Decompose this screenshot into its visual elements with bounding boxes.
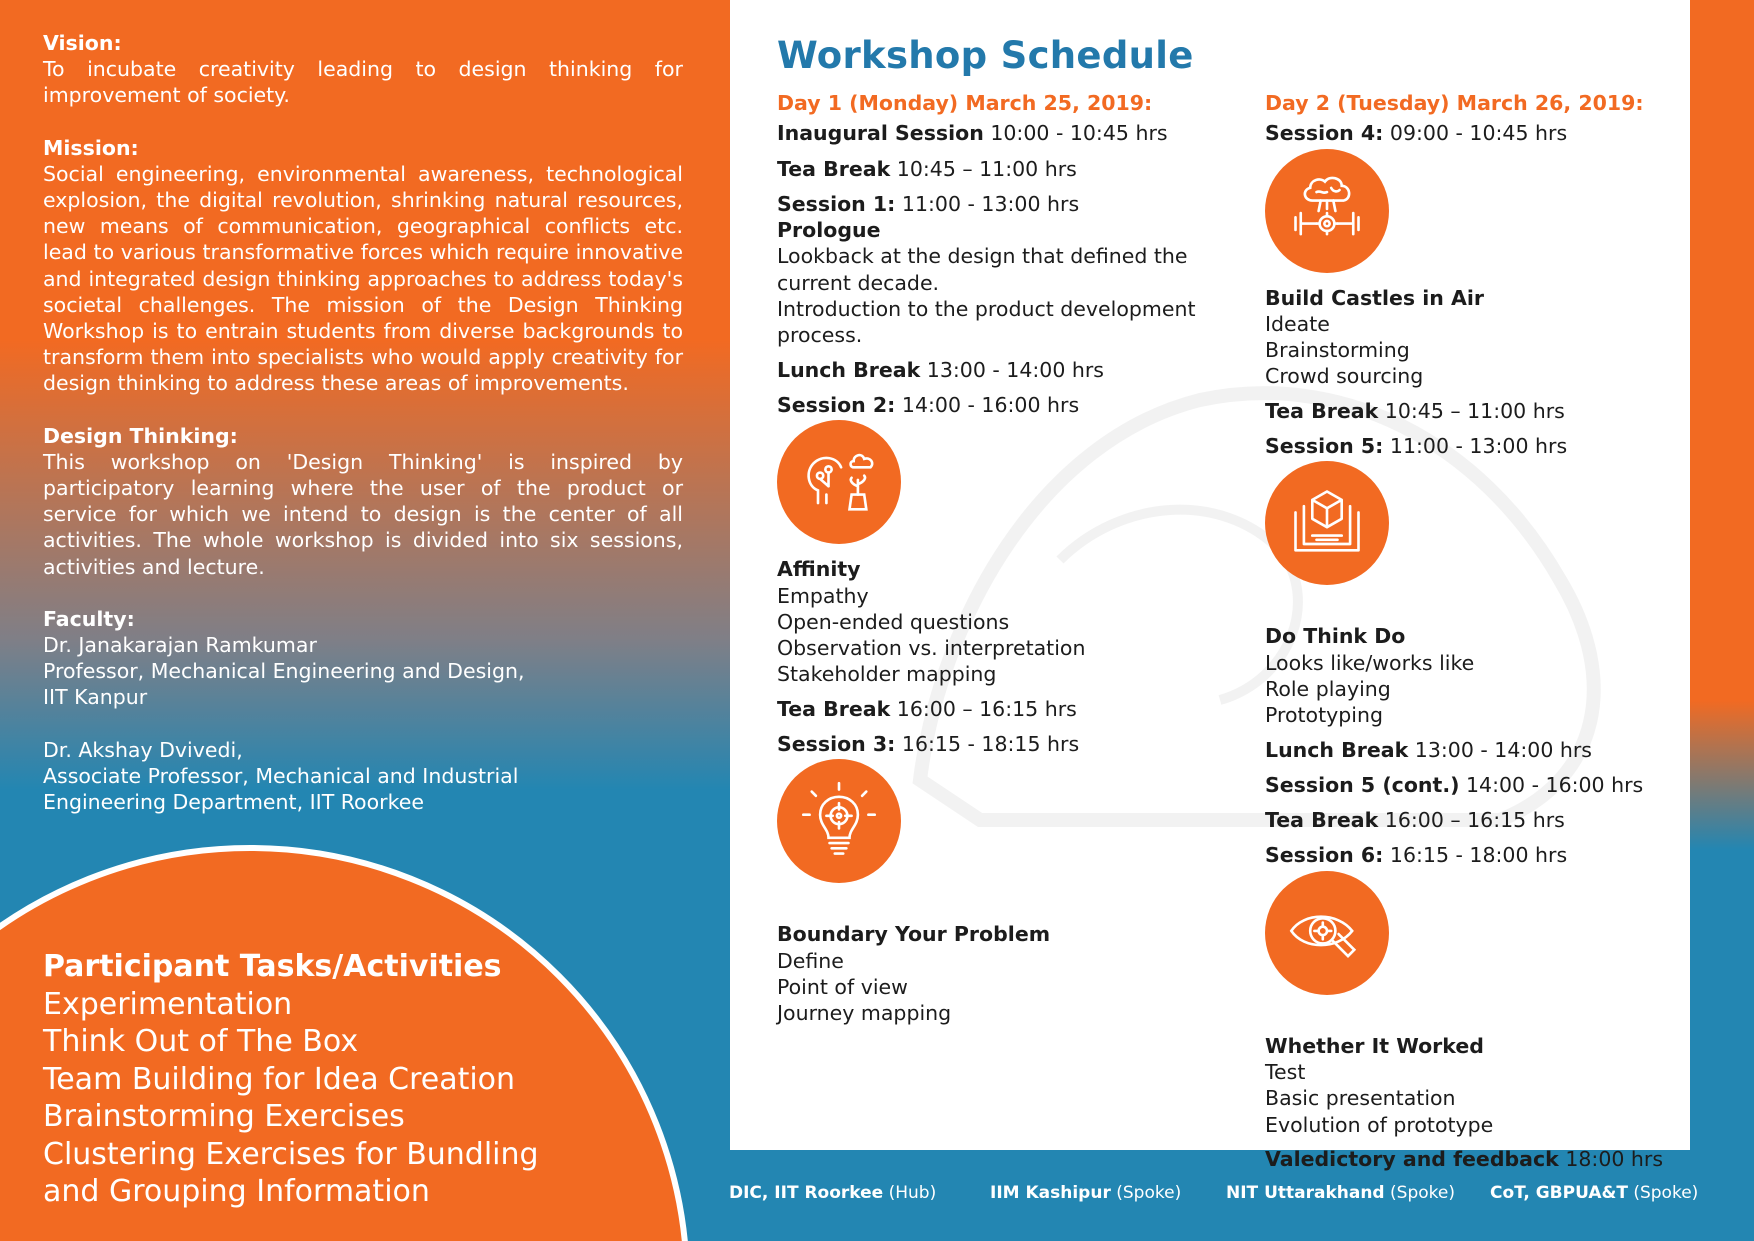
schedule-row: Valedictory and feedback 18:00 hrs	[1265, 1146, 1664, 1171]
mission-text: Social engineering, environmental awareness, technological explosion, the digital revolution, shrinking natural resources, new means of communication, geographical conflicts etc. lead to various transformative forces which require innovative and integrated design thinking approaches to address today's societal challenges. The mission of the Design Thinking Workshop is to entrain students from diverse backgrounds to transform them into specialists who would apply creativity for design thinking to address these areas of improvements.	[43, 161, 683, 396]
footer-partner: DIC, IIT Roorkee (Hub)	[729, 1183, 937, 1203]
task-item: and Grouping Information	[43, 1174, 430, 1209]
faculty-line: Engineering Department, IIT Roorkee	[43, 790, 424, 815]
prologue-block	[777, 217, 1217, 348]
task-item: Team Building for Idea Creation	[43, 1061, 516, 1097]
block-line: Looks like/works like	[1265, 650, 1475, 675]
lightbulb-target-icon	[777, 759, 901, 883]
design-thinking-text: This workshop on 'Design Thinking' is inspired by participatory learning where the user of the product or service for which we intend to design is the center of all activities. The whole workshop is divided into six sessions, activities and lecture.	[43, 449, 683, 579]
block-title: Do Think Do	[1265, 624, 1406, 649]
brain-gear-icon	[1265, 149, 1389, 273]
day1-heading: Day 1 (Monday) March 25, 2019:	[777, 91, 1153, 115]
schedule-row: Session 5 (cont.) 14:00 - 16:00 hrs	[1265, 772, 1644, 797]
schedule-row: Session 3: 16:15 - 18:15 hrs	[777, 732, 1080, 757]
schedule-row: Inaugural Session 10:00 - 10:45 hrs	[777, 121, 1168, 146]
day1-column	[777, 90, 1217, 1035]
block-title: Whether It Worked	[1265, 1033, 1484, 1058]
block-line: Test	[1265, 1060, 1306, 1085]
vision-text: To incubate creativity leading to design thinking for improvement of society.	[43, 57, 683, 108]
block-line: Introduction to the product development	[777, 297, 1196, 322]
block-line: Journey mapping	[777, 1001, 952, 1026]
whether-it-worked-block	[1265, 1033, 1705, 1138]
boundary-block	[777, 921, 1217, 1026]
schedule-row: Tea Break 10:45 – 11:00 hrs	[777, 156, 1077, 181]
vision-heading: Vision:	[43, 31, 122, 55]
block-line: Open-ended questions	[777, 609, 1010, 634]
workshop-schedule-title: Workshop Schedule	[777, 34, 1194, 77]
day2-column	[1265, 90, 1705, 1181]
mind-plant-icon	[777, 420, 901, 544]
left-column	[43, 30, 683, 815]
footer-partner: IIM Kashipur (Spoke)	[990, 1183, 1182, 1203]
block-title: Build Castles in Air	[1265, 285, 1484, 310]
block-line: Prototyping	[1265, 703, 1383, 728]
faculty-line: Professor, Mechanical Engineering and Design,	[43, 659, 525, 684]
block-line: current decade.	[777, 270, 940, 295]
block-line: Define	[777, 948, 844, 973]
participant-tasks	[43, 948, 539, 1211]
block-title: Prologue	[777, 218, 881, 243]
eye-magnifier-icon	[1265, 871, 1389, 995]
task-item: Think Out of The Box	[43, 1024, 359, 1059]
block-line: process.	[777, 323, 863, 348]
design-thinking-heading: Design Thinking:	[43, 423, 238, 448]
schedule-row: Tea Break 10:45 – 11:00 hrs	[1265, 398, 1565, 423]
block-line: Role playing	[1265, 676, 1391, 701]
mission-heading: Mission:	[43, 135, 139, 160]
schedule-row: Session 2: 14:00 - 16:00 hrs	[777, 392, 1080, 417]
task-item: Brainstorming Exercises	[43, 1099, 405, 1134]
block-line: Observation vs. interpretation	[777, 636, 1086, 661]
block-line: Basic presentation	[1265, 1086, 1456, 1111]
block-title: Affinity	[777, 557, 861, 582]
footer-partner: NIT Uttarakhand (Spoke)	[1226, 1183, 1455, 1203]
faculty-line: Dr. Akshay Dvivedi,	[43, 737, 243, 762]
task-item: Clustering Exercises for Bundling	[43, 1136, 539, 1172]
block-line: Brainstorming	[1265, 338, 1410, 363]
schedule-row: Tea Break 16:00 – 16:15 hrs	[1265, 808, 1565, 833]
day2-heading: Day 2 (Tuesday) March 26, 2019:	[1265, 91, 1644, 115]
tasks-title: Participant Tasks/Activities	[43, 949, 502, 984]
task-item: Experimentation	[43, 986, 293, 1022]
block-line: Evolution of prototype	[1265, 1112, 1494, 1137]
block-line: Ideate	[1265, 311, 1330, 336]
faculty-line: Associate Professor, Mechanical and Industrial	[43, 763, 519, 788]
cube-tablet-icon	[1265, 461, 1389, 585]
block-line: Crowd sourcing	[1265, 364, 1424, 389]
castles-block	[1265, 285, 1705, 390]
schedule-row: Session 4: 09:00 - 10:45 hrs	[1265, 121, 1568, 146]
do-think-do-block	[1265, 623, 1705, 728]
faculty-line: IIT Kanpur	[43, 685, 148, 710]
schedule-row: Lunch Break 13:00 - 14:00 hrs	[1265, 737, 1592, 762]
block-line: Stakeholder mapping	[777, 662, 997, 687]
block-line: Lookback at the design that defined the	[777, 244, 1188, 269]
schedule-row: Session 1: 11:00 - 13:00 hrs	[777, 191, 1080, 216]
schedule-row: Lunch Break 13:00 - 14:00 hrs	[777, 357, 1104, 382]
block-line: Point of view	[777, 974, 908, 999]
faculty-heading: Faculty:	[43, 606, 135, 631]
schedule-row: Tea Break 16:00 – 16:15 hrs	[777, 696, 1077, 721]
schedule-row: Session 5: 11:00 - 13:00 hrs	[1265, 434, 1568, 459]
faculty-line: Dr. Janakarajan Ramkumar	[43, 633, 317, 658]
footer-partner: CoT, GBPUA&T (Spoke)	[1490, 1183, 1699, 1203]
block-title: Boundary Your Problem	[777, 922, 1051, 947]
schedule-row: Session 6: 16:15 - 18:00 hrs	[1265, 843, 1568, 868]
affinity-block	[777, 556, 1217, 687]
block-line: Empathy	[777, 583, 869, 608]
